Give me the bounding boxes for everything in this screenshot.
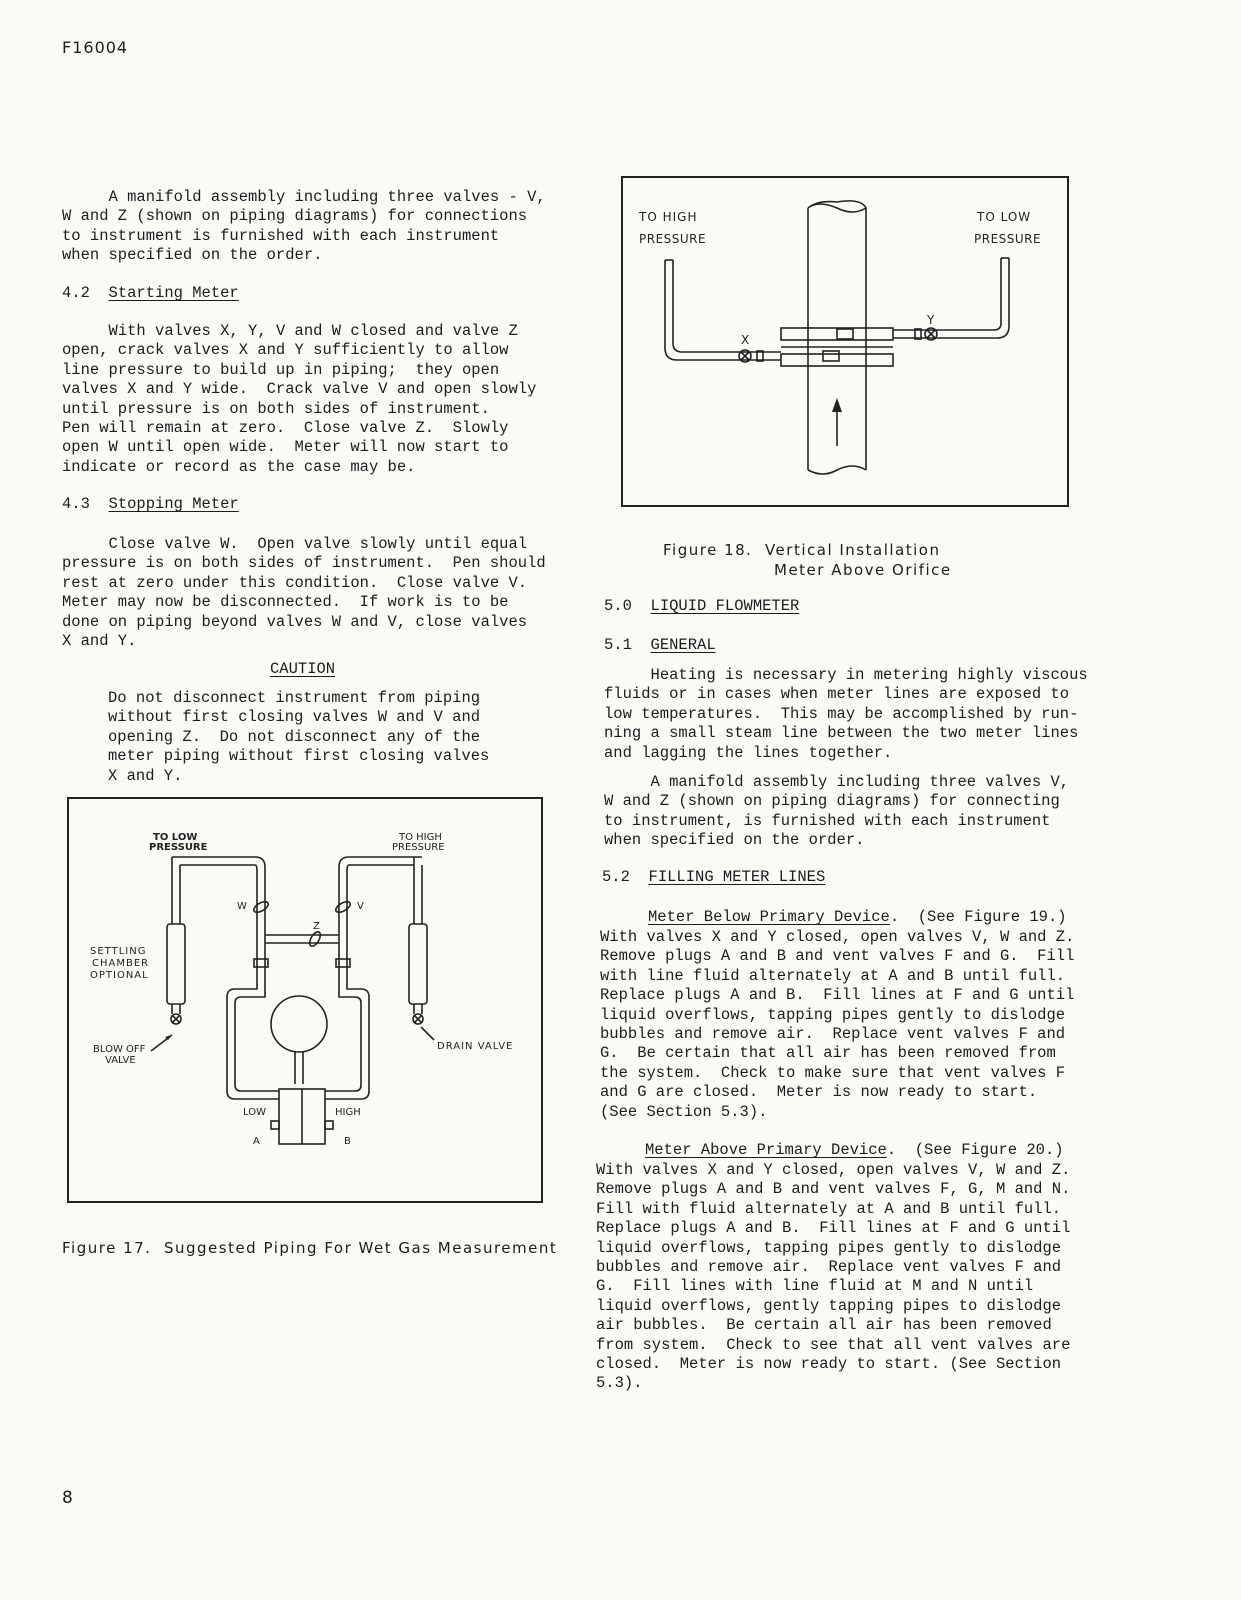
section-title: Stopping Meter bbox=[108, 495, 239, 513]
caution-title: CAUTION bbox=[270, 660, 336, 678]
section-title: GENERAL bbox=[650, 636, 716, 654]
fig17-v-label: V bbox=[357, 901, 364, 912]
meter-below-body: With valves X and Y closed, open valves V, W and Z. Remove plugs A and B and vent valves F and G. Fill with line fluid alternately at A and B until full. Replace plugs A and B. Fill lines at F and G until liquid overflows, tapping pipes gently to dislodge bubbles and remove air. Replace vent valves F and G. Be certain that all air has been removed from the system. Check to make sure that vent valves F and G are closed. Meter is now ready to start. (See Section 5.3). bbox=[600, 928, 1075, 1121]
section-4-3-heading bbox=[62, 494, 239, 514]
meter-below-title: Meter Below Primary Device bbox=[648, 908, 890, 926]
section-5-1-paragraph-1: Heating is necessary in metering highly viscous fluids or in cases when meter lines are exposed to low temperatures. This may be accomplished by run- ning a small steam line between the two meter lines and lagging the lines together. bbox=[604, 666, 1088, 762]
figure-17-caption: Figure 17. Suggested Piping For Wet Gas Measurement bbox=[62, 1239, 558, 1257]
section-title: LIQUID FLOWMETER bbox=[650, 597, 800, 615]
fig17-pressure-high-label: PRESSURE bbox=[392, 842, 445, 853]
meter-above-heading bbox=[645, 1141, 1064, 1160]
section-number: 5.1 bbox=[604, 636, 632, 654]
section-5-2-heading bbox=[602, 867, 825, 887]
fig17-blow-off-label-1: BLOW OFF bbox=[93, 1044, 146, 1055]
section-title: Starting Meter bbox=[108, 284, 239, 302]
fig18-pressure-left-label: PRESSURE bbox=[639, 232, 707, 246]
fig18-x-label: X bbox=[741, 333, 750, 347]
fig18-to-high-label: TO HIGH bbox=[639, 210, 698, 224]
fig17-blow-off-label-2: VALVE bbox=[105, 1055, 136, 1066]
fig17-z-label: Z bbox=[313, 921, 320, 932]
fig17-b-label: B bbox=[344, 1136, 351, 1147]
meter-above-reference: . (See Figure 20.) bbox=[886, 1141, 1064, 1159]
meter-below-reference: . (See Figure 19.) bbox=[889, 908, 1067, 926]
figure-18-caption-line-2: Meter Above Orifice bbox=[774, 561, 952, 579]
figure-17-frame bbox=[67, 797, 543, 1203]
section-number: 4.3 bbox=[62, 495, 90, 513]
meter-below-heading bbox=[648, 908, 1067, 927]
fig18-y-label: Y bbox=[927, 313, 935, 327]
fig18-to-low-label: TO LOW bbox=[977, 210, 1032, 224]
fig17-settling-label-3: OPTIONAL bbox=[90, 970, 149, 981]
fig17-to-high-label: TO HIGH bbox=[399, 832, 442, 843]
fig17-low-label: LOW bbox=[243, 1107, 266, 1118]
meter-above-body: With valves X and Y closed, open valves V, W and Z. Remove plugs A and B and vent valves F, G, M and N. Fill with fluid alternately at A and B until full. Replace plugs A and B. Fill lines at F and G until liquid overflows, tapping pipes gently to dislodge bubbles and remove air. Replace vent valves F and G. Fill lines with line fluid at M and N until liquid overflows, gently tapping pipes to dislodge air bubbles. Be certain all air has been removed from system. Check to see that all vent valves are closed. Meter is now ready to start. (See Section 5.3). bbox=[596, 1161, 1071, 1393]
fig18-pressure-right-label: PRESSURE bbox=[974, 232, 1042, 246]
document-id: F16004 bbox=[62, 38, 129, 57]
figure-18-diagram bbox=[623, 178, 1067, 505]
section-4-2-heading bbox=[62, 283, 239, 303]
section-number: 5.0 bbox=[604, 597, 632, 615]
fig17-to-low-label: TO LOW bbox=[153, 832, 198, 843]
caution-heading bbox=[270, 659, 335, 679]
figure-18-frame bbox=[621, 176, 1069, 507]
section-4-2-body: With valves X, Y, V and W closed and valve Z open, crack valves X and Y sufficiently to allow line pressure to build up in piping; they open valves X and Y wide. Crack valve V and open slowly until pressure is on both sides of instrument. Pen will remain at zero. Close valve Z. Slowly open W until open wide. Meter will now start to indicate or record as the case may be. bbox=[62, 322, 537, 476]
section-5-1-paragraph-2: A manifold assembly including three valves V, W and Z (shown on piping diagrams) for connecting to instrument, is furnished with each instrument when specified on the order. bbox=[604, 773, 1070, 850]
page-number: 8 bbox=[62, 1488, 73, 1508]
intro-paragraph: A manifold assembly including three valves - V, W and Z (shown on piping diagrams) for connections to instrument is furnished with each instrument when specified on the order. bbox=[62, 188, 546, 265]
section-number: 4.2 bbox=[62, 284, 90, 302]
section-5-0-heading bbox=[604, 596, 799, 616]
fig17-settling-label-2: CHAMBER bbox=[92, 958, 150, 969]
fig17-pressure-low-label: PRESSURE bbox=[149, 842, 208, 853]
fig17-a-label: A bbox=[253, 1136, 260, 1147]
meter-above-title: Meter Above Primary Device bbox=[645, 1141, 887, 1159]
fig17-high-label: HIGH bbox=[335, 1107, 361, 1118]
section-title: FILLING METER LINES bbox=[648, 868, 826, 886]
figure-18-caption-line-1: Figure 18. Vertical Installation bbox=[663, 541, 941, 559]
fig17-settling-label-1: SETTLING bbox=[90, 946, 147, 957]
figure-17-diagram bbox=[69, 799, 541, 1201]
fig17-drain-valve-label: DRAIN VALVE bbox=[437, 1041, 514, 1052]
section-5-1-heading bbox=[604, 635, 716, 655]
section-number: 5.2 bbox=[602, 868, 630, 886]
fig17-w-label: W bbox=[237, 901, 247, 912]
section-4-3-body: Close valve W. Open valve slowly until equal pressure is on both sides of instrument. Pen should rest at zero under this condition. Close valve V. Meter may now be disconnected. If work is to be done on piping beyond valves W and V, close valves X and Y. bbox=[62, 535, 546, 651]
caution-body: Do not disconnect instrument from piping without first closing valves W and V and opening Z. Do not disconnect any of the meter piping without first closing valves X and Y. bbox=[108, 689, 490, 785]
